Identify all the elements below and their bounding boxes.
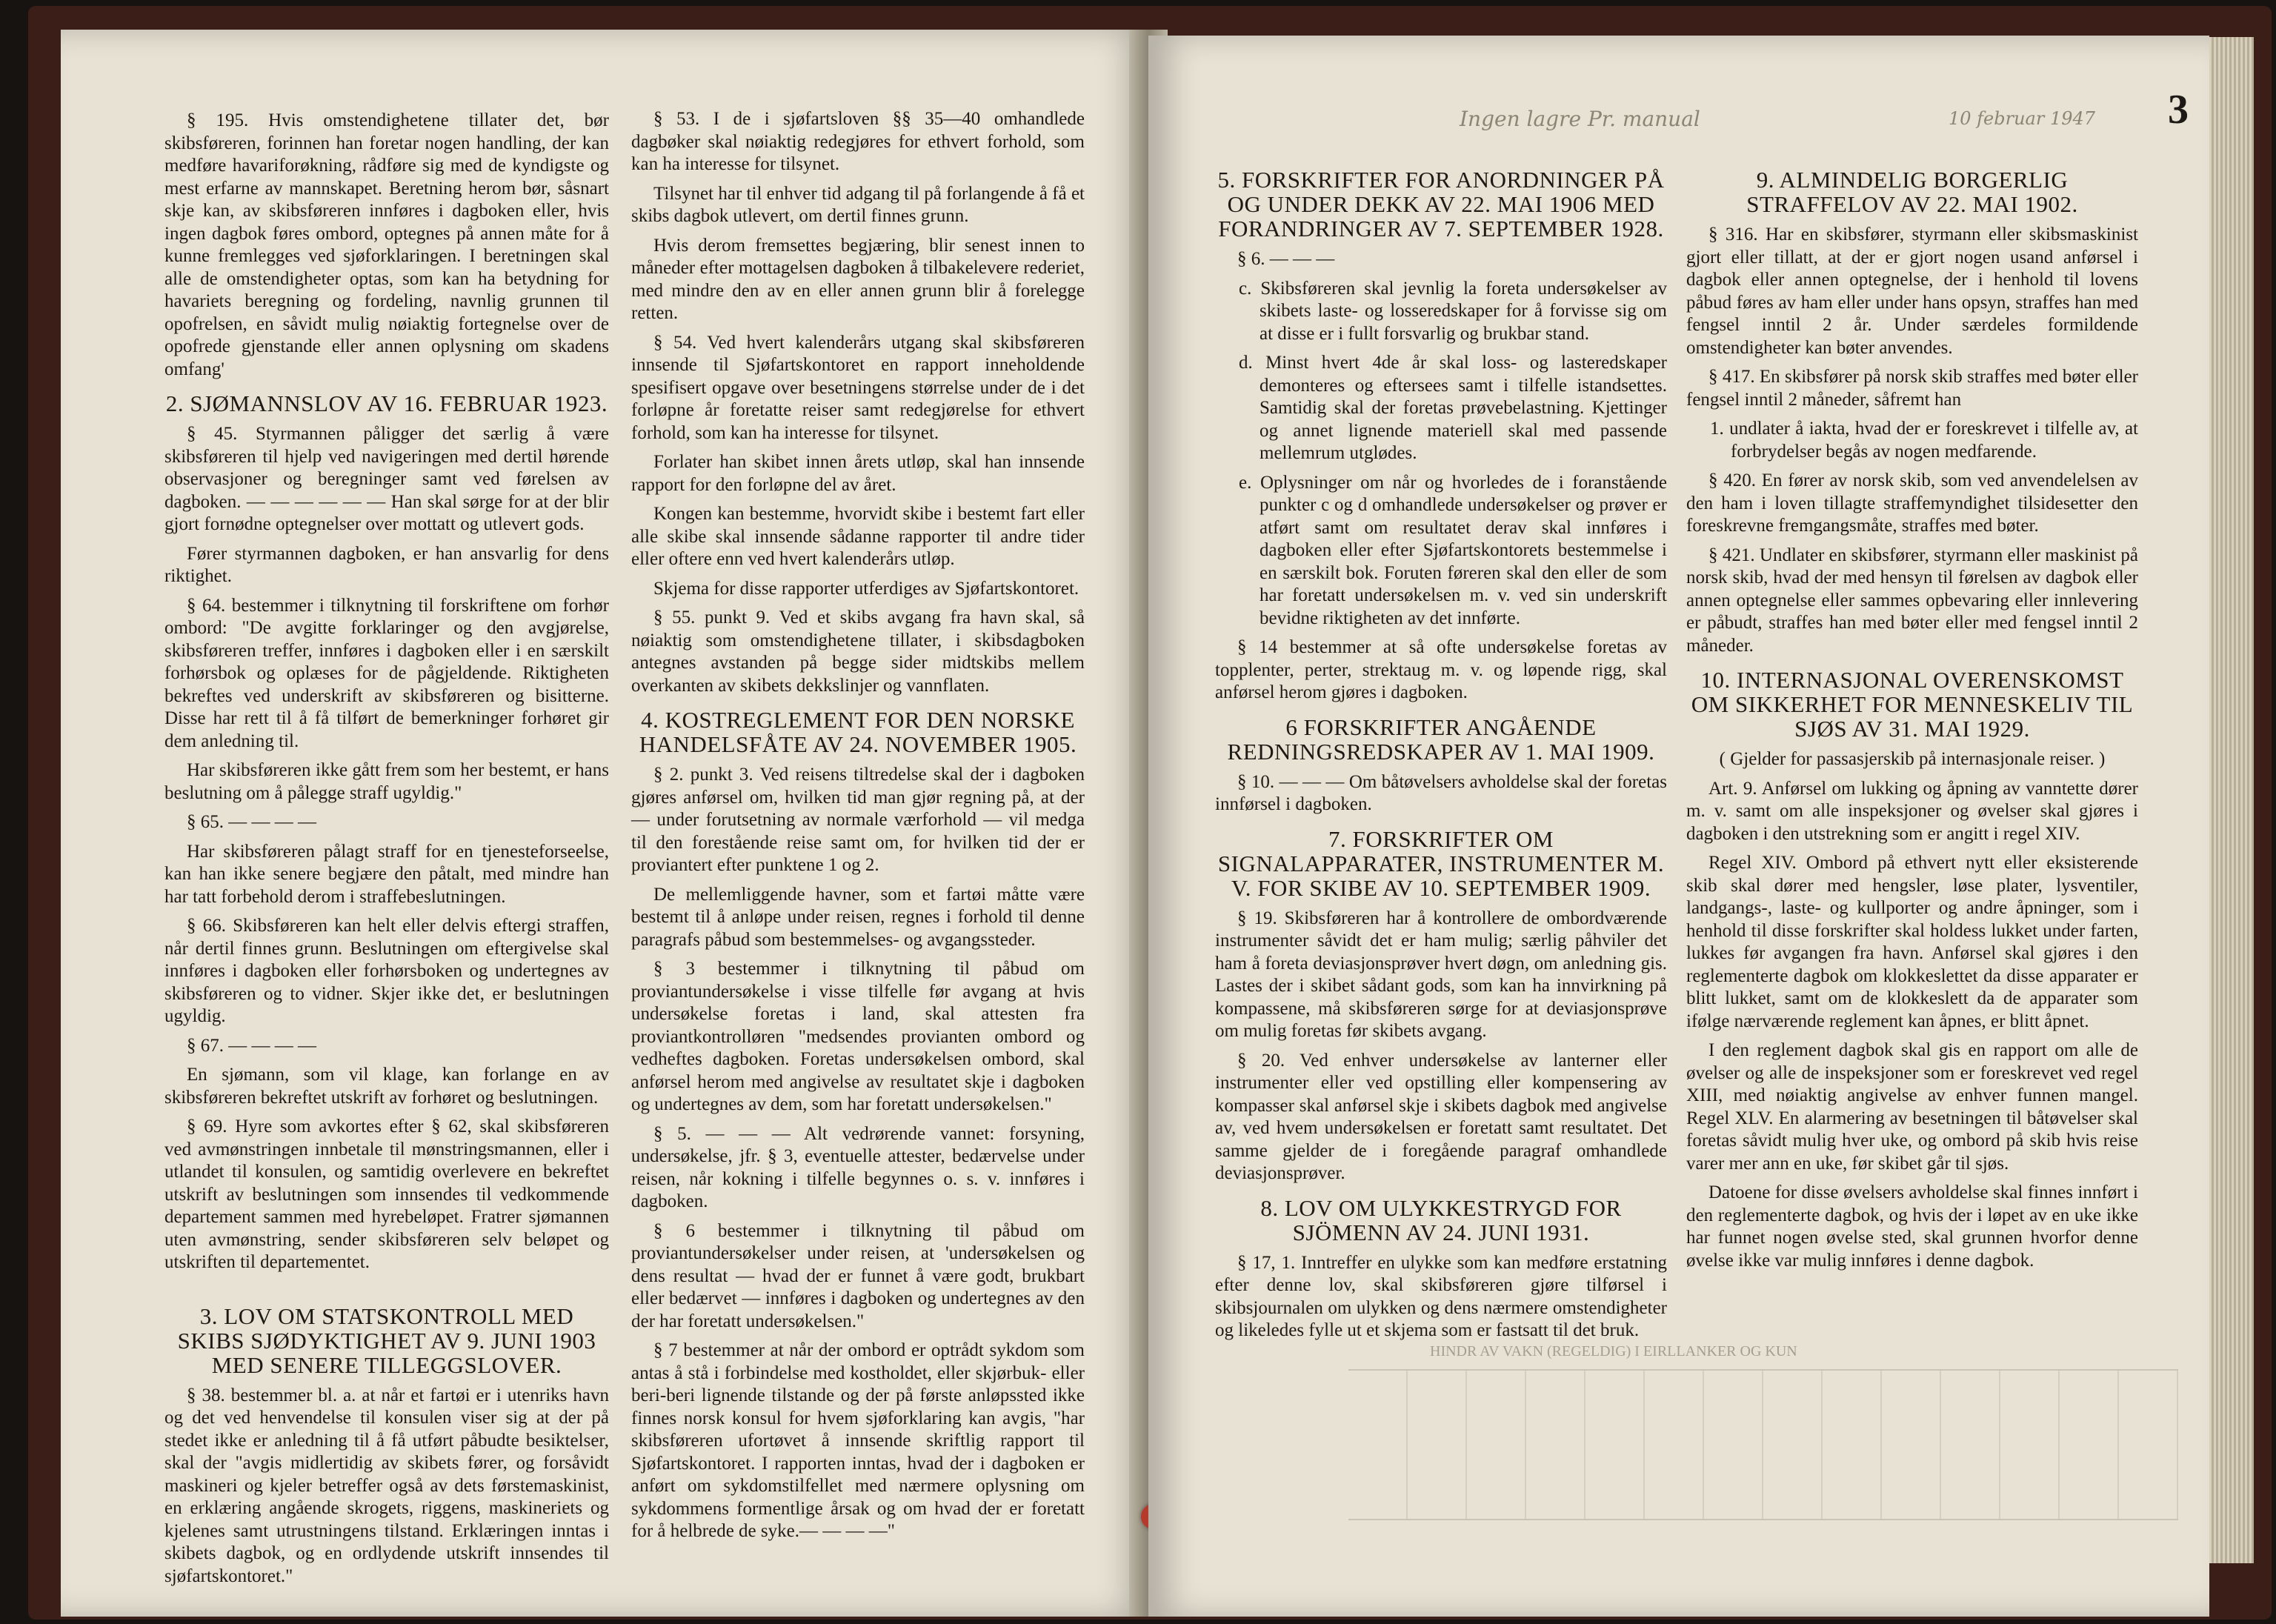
paragraph-65: § 65. — — — — bbox=[187, 812, 316, 832]
paragraph-54d: Skjema for disse rapporter utferdiges av Sjøfartskontoret. bbox=[653, 578, 1079, 599]
heading-kostreglement: 4. KOSTREGLEMENT FOR DEN NORSKE HANDELSFÅTE AV 24. NOVEMBER 1905. bbox=[639, 707, 1077, 757]
paragraph-417: § 417. En skibsfører på norsk skib straffes med bøter eller fengsel inntil 2 måneder, såfremt han bbox=[1686, 367, 2138, 410]
paragraph-art9: Art. 9. Anførsel om lukking og åpning av vanntette dører m. v. samt om alle inspeksjoner og øvelser skal gjøres i dagboken i den utstrekning som er angitt i regel XIV. bbox=[1686, 778, 2138, 844]
paragraph-195: § 195. Hvis omstendighetene tillater det, bør skibsføreren, forinnen han foretar nogen handling, der kan medføre havariforøkning, rådføre sig med de kyndigste og mest erfarne av mannskapet. Beretning herom bør, såsnart skje kan, av skibsføreren innføres i dagboken eller, hvis ingen dagbok føres ombord, optegnes på annen måte for å kunne fremlegges ved sjøforklaringen. I beretningen skal alle de omstendigheter optas, som kan ha betydning for havariets beregning og fordeling, navnlig grunnen til opofrelsen, en såvidt mulig nøiaktig fortegnelse over de opofrede gjenstande eller annen oplysning om skadens omfang' bbox=[164, 110, 609, 379]
left-column-2 bbox=[631, 108, 1085, 1550]
paragraph-64: § 64. bestemmer i tilknytning til forskriftene om forhør ombord: "De avgitte forklaringer og den avgjørelse, skibsføreren treffer, innføres i dagboken eller i en særskilt forhørsbok og oplæses for de pågjeldende. Riktigheten bekreftes ved underskrift av skibsføreren og bisitterne. Disse har rett til å få tilført de bemerkninger forhøret gir dem anledning til. bbox=[164, 595, 609, 751]
heading-anordninger: 5. FORSKRIFTER FOR ANORDNINGER PÅ OG UNDER DEKK AV 22. MAI 1906 MED FORANDRINGER AV 7. SEPTEMBER 1928. bbox=[1217, 167, 1665, 242]
paragraph-65b: Har skibsføreren pålagt straff for en tjenesteforseelse, kan han ikke senere begjære den påtalt, med mindre han har tatt forbehold derom i straffebeslutningen. bbox=[164, 841, 609, 907]
paragraph-19: § 19. Skibsføreren har å kontrollere de ombordværende instrumenter såvidt det er ham mulig; særlig påhviler det ham å foreta deviasjonsprøver hvert døgn, om anledning gis. Lastes der i skibet sådant gods, som kan ha innvirkning på kompassene, må skibsføreren sørge for at deviasjonsprøve om mulig foretas før skibets avgang. bbox=[1215, 908, 1667, 1041]
right-page bbox=[1148, 36, 2209, 1617]
paragraph-5: § 5. — — — Alt vedrørende vannet: forsyning, undersøkelse, jfr. § 3, eventuelle attester, bedærvelse under reisen, når kokning i tilfelle begynnes o. s. v. innføres i dagboken. bbox=[631, 1123, 1085, 1211]
paragraph-20: § 20. Ved enhver undersøkelse av lanterner eller instrumenter eller ved opstilling eller kompensering av kompasser skal anførsel skje i skibets dagbok med angivelse av, ved hvem undersøkelsen er foretatt samt resultatet. Det samme gjelder de i foregående paragraf omhandlede deviasjonsprøver. bbox=[1215, 1050, 1667, 1183]
paragraph-3: § 3 bestemmer i tilknytning til påbud om proviantundersøkelse i visse tilfelle før avgang at hvis undersøkelse foretas i land, skal attesten fra proviantkontrolløren "medsendes provianten ombord og vedheftes dagboken. Foretas undersøkelsen ombord, skal anførsel herom med angivelse av resultatet skje i dagboken og undertegnes av dem, som har foretatt undersøkelsen." bbox=[631, 959, 1085, 1114]
paragraph-53b: Tilsynet har til enhver tid adgang til på forlangende å få et skibs dagbok utlevert, om dertil finnes grunn. bbox=[631, 183, 1085, 226]
paragraph-420: § 420. En fører av norsk skib, som ved anvendelelsen av den ham i loven tillagte straffemyndighet tilsidesetter den foreskrevne fremgangsmåte, straffes med bøter. bbox=[1686, 470, 2138, 536]
note-passasjerskib: ( Gjelder for passasjerskib på internasjonale reiser. ) bbox=[1719, 749, 2106, 769]
paragraph-c: c. Skibsføreren skal jevnlig la foreta undersøkelser av skibets laste- og losseredskaper for å forvisse sig om at disse er i fullt forsvarlig og brukbar stand. bbox=[1239, 278, 1667, 344]
left-page bbox=[61, 30, 1148, 1617]
paragraph-17: § 17, 1. Inntreffer en ulykke som kan medføre erstatning efter denne lov, skal skibsføreren gjøre tilførsel i skibsjournalen om ulykken og dens nærmere omstendigheter og likeledes fylle ut et skjema som er fastsatt til det bruk. bbox=[1215, 1252, 1667, 1340]
handwritten-note: Ingen lagre Pr. manual bbox=[1460, 107, 1700, 131]
paragraph-55: § 55. punkt 9. Ved et skibs avgang fra havn skal, så nøiaktig som omstendighetene tillater, i skibsdagboken antegnes avstanden på begge sider midtskibs mellem overkanten av skibets dekkslinjer og vannflaten. bbox=[631, 608, 1085, 696]
paragraph-45: § 45. Styrmannen påligger det særlig å være skibsføreren til hjelp ved navigeringen med dertil hørende observasjoner og beregninger samt ved førelsen av dagboken. — — — — — — Han skal sørge for at der blir gjort fornødne optegnelser over mottatt og utlevert gods. bbox=[164, 424, 609, 534]
paragraph-69: § 69. Hyre som avkortes efter § 62, skal skibsføreren ved avmønstringen innbetale til mønstringsmannen, eller i utlandet til konsulen, og samtidig overlevere en bekreftet utskrift av beslutningen som innsendes til vedkommende departement sammen med hyrebeløpet. Fratrer sjømannen uten avmønstring, sender skibsføreren selv beløpet og utskriften til departementet. bbox=[164, 1116, 609, 1272]
paragraph-14: § 14 bestemmer at så ofte undersøkelse foretas av topplenter, perter, strektaug m. v. og løpende rigg, skal anførsel herom gjøres i dagboken. bbox=[1215, 637, 1667, 702]
paragraph-53: § 53. I de i sjøfartsloven §§ 35—40 omhandlede dagbøker skal nøiaktig redegjøres for ethvert forhold, som kan ha interesse for tilsynet. bbox=[631, 109, 1085, 174]
paragraph-316: § 316. Har en skibsfører, styrmann eller skibsmaskinist gjort eller tillatt, at der er gjort nogen usand anførsel i dagbok eller annen optegnelse, der i henhold til lovens påbud føres av ham eller under hans opsyn, straffes han med fengsel inntil 2 år. Under særdeles formildende omstendigheter kan bøter anvendes. bbox=[1686, 224, 2138, 358]
page-number: 3 bbox=[2168, 87, 2189, 133]
paragraph-54c: Kongen kan bestemme, hvorvidt skibe i bestemt fart eller alle skibe skal innsende sådanne rapporter til andre tider eller oftere enn ved hvert kalenderårs utløp. bbox=[631, 504, 1085, 569]
paragraph-421: § 421. Undlater en skibsfører, styrmann eller maskinist på norsk skib, hvad der med hensyn til førelsen av dagbok eller annen optegnelse eller sammes opbevaring eller innlevering er påbudt, straffes han med bøter eller med fengsel inntil 2 måneder. bbox=[1686, 545, 2138, 656]
paragraph-53c: Hvis derom fremsettes begjæring, blir senest innen to måneder efter mottagelsen dagboken å tilbakelevere rederiet, med mindre den av en eller annen grunn blir å forelegge retten. bbox=[631, 235, 1085, 323]
paragraph-417-item-1: 1. undlater å iakta, hvad der er foreskrevet i tilfelle av, at forbrydelser begås av nogen medfarende. bbox=[1710, 419, 2138, 462]
heading-statskontroll: 3. LOV OM STATSKONTROLL MED SKIBS SJØDYKTIGHET AV 9. JUNI 1903 MED SENERE TILLEGGSLOVER. bbox=[177, 1302, 596, 1378]
paragraph-d: d. Minst hvert 4de år skal loss- og lasteredskaper demonteres og eftersees samt i tilfelle istandsettes. Samtidig skal der foretas prøvebelastning. Kjettinger og annet lignende materiell skal med passende mellemrum utglødes. bbox=[1239, 353, 1667, 463]
heading-sjomannslov: 2. SJØMANNSLOV AV 16. FEBRUAR 1923. bbox=[165, 390, 608, 416]
heading-redningsredskaper: 6 FORSKRIFTER ANGÅENDE REDNINGSREDSKAPER AV 1. MAI 1909. bbox=[1227, 713, 1655, 765]
paragraph-10: § 10. — — — Om båtøvelsers avholdelse skal der foretas innførsel i dagboken. bbox=[1215, 771, 1667, 814]
bleed-through-header: HINDR AV VAKN (REGELDIG) I EIRLLANKER OG KUN bbox=[1430, 1343, 1797, 1360]
right-column-1 bbox=[1215, 167, 1667, 1349]
heading-ulykkestrygd: 8. LOV OM ULYKKESTRYGD FOR SJÖMENN AV 24. JUNI 1931. bbox=[1260, 1194, 1622, 1245]
paragraph-67b: En sjømann, som vil klage, kan forlange en av skibsføreren bekreftet utskrift av forhøret og beslutningen. bbox=[164, 1065, 609, 1108]
bleed-through-table bbox=[1348, 1369, 2178, 1520]
paragraph-67: § 67. — — — — bbox=[187, 1035, 316, 1056]
paragraph-e: e. Oplysninger om når og hvorledes de i foranstående punkter c og d omhandlede undersøkelser og prøver er atført samt om resultatet derav skal innføres i dagboken eller efter Sjøfartskontorets bestemmelse i en særskilt bok. Foruten føreren skal den eller de som har foretatt undersøkelsen m. v. ved sin underskrift bevidne riktigheten av det innførte. bbox=[1239, 472, 1667, 628]
heading-signalapparater: 7. FORSKRIFTER OM SIGNALAPPARATER, INSTRUMENTER M. V. FOR SKIBE AV 10. SEPTEMBER 1909. bbox=[1217, 825, 1665, 901]
paragraph-regel-xiv: Regel XIV. Ombord på ethvert nytt eller eksisterende skib skal dører med hengsler, løse plater, lysventiler, landgangs-, laste- og kullporter og andre åpninger, som i henhold til disse forskrifter skal holdess lukket under farten, lukkes før avgangen fra havn. Anførsel skal gjøres i den reglementerte dagbok om klokkeslettet da disse apparater er blitt lukket, samt om de klokkeslett da de apparater som ifølge nærværende reglement kan åpnes, er blitt åpnet. bbox=[1686, 853, 2138, 1031]
paragraph-2: § 2. punkt 3. Ved reisens tiltredelse skal der i dagboken gjøres anførsel om, hvilken tid man gjør regning på, at der — under forutsetning av normale værforhold — vil medga til den forestående reise samt om, for hvilken tid der er proviantert efter punktene 1 og 2. bbox=[631, 765, 1085, 875]
paragraph-datoene: Datoene for disse øvelsers avholdelse skal finnes innført i den reglementerte dagbok, og hvis der i løpet av en uke ikke har funnet nogen øvelse sted, skal grunnen hvorfor denne øvelse ikke var mulig innføres i denne dagbok. bbox=[1686, 1182, 2138, 1271]
paragraph-6: § 6 bestemmer i tilknytning til påbud om proviantundersøkelser under reisen, at 'undersøkelsen og dens resultat — hvad der er funnet å være godt, brukbart eller bedærvet — innføres i dagboken og undertegnes av den der har foretatt undersøkelsen." bbox=[631, 1220, 1085, 1331]
paragraph-rapport: I den reglement dagbok skal gis en rapport om alle de øvelser og alle de inspeksjoner som er foreskrevet ved regel XIII, med nøiaktig angivelse av enhver funnen mangel. Regel XLV. En alarmering av besetningen til båtøvelser skal foretas såvidt mulig hver uke, og ombord på skib hvis reise varer mer ann en uke, før skibet går til sjøs. bbox=[1686, 1040, 2138, 1174]
paragraph-r6: § 6. — — — bbox=[1237, 249, 1335, 269]
paragraph-64b: Har skibsføreren ikke gått frem som her bestemt, er hans beslutning om å pålegge straff ugyldig." bbox=[164, 760, 609, 803]
paragraph-2b: De mellemliggende havner, som et fartøi måtte være bestemt til å anløpe under reisen, regnes i forhold til denne paragrafs påbud som bestemmelses- og avgangssteder. bbox=[631, 884, 1085, 950]
right-column-2 bbox=[1686, 167, 2138, 1279]
handwritten-date: 10 februar 1947 bbox=[1949, 108, 2096, 129]
paragraph-7: § 7 bestemmer at når der ombord er optrådt sykdom som antas å stå i forbindelse med kostholdet, eller skjørbuk- eller beri-beri lignende tilstande og der på første anløpssted ikke finnes norsk konsul for hvem sjøforklaring kan avgis, "har skibsføreren ufortøvet å innsende skriftlig rapport til Sjøfartskontoret. I rapporten inntas, hvad der i dagboken er anført om sykdomstilfellet med nærmere oplysning om sykdommens formentlige årsak og om hvad der er foretatt for å helbrede de syke.— — — —" bbox=[631, 1340, 1085, 1541]
heading-overenskomst: 10. INTERNASJONAL OVERENSKOMST OM SIKKERHET FOR MENNESKELIV TIL SJØS AV 31. MAI 1929. bbox=[1691, 667, 2134, 742]
left-column-1 bbox=[164, 110, 609, 1594]
paragraph-54b: Forlater han skibet innen årets utløp, skal han innsende rapport for den forløpne del av året. bbox=[631, 452, 1085, 495]
heading-straffelov: 9. ALMINDELIG BORGERLIG STRAFFELOV AV 22. MAI 1902. bbox=[1746, 167, 2078, 217]
paragraph-54: § 54. Ved hvert kalenderårs utgang skal skibsføreren innsende til Sjøfartskontoret en rapport inneholdende spesifisert opgave over besetningens størrelse under de i det forløpne år foretatte reiser samt redegjørelse for ethvert forhold, som kan ha interesse for tilsynet. bbox=[631, 332, 1085, 443]
paragraph-66: § 66. Skibsføreren kan helt eller delvis eftergi straffen, når dertil finnes grunn. Beslutningen om eftergivelse skal innføres i dagboken eller forhørsboken og undertegnes av skibsføreren og to vidner. Skjer ikke det, er beslutningen ugyldig. bbox=[164, 916, 609, 1026]
paragraph-45b: Fører styrmannen dagboken, er han ansvarlig for dens riktighet. bbox=[164, 543, 609, 586]
paragraph-38: § 38. bestemmer bl. a. at når et fartøi er i utenriks havn og det ved henvendelse til konsulen viser sig at der på stedet ikke er anledning til å få utført påbudte besiktelser, skal der "avgis midlertidig av skibets fører, og forsåvidt maskineri og kjeler betreffer også av dets førstemaskinist, en erklæring angående skrogets, riggens, maskineriets og kjelenes samt utrustningens tilstand. Erklæringen inntas i skibets dagbok, og en ordlydende utskrift innsendes til sjøfartskontoret." bbox=[164, 1385, 609, 1586]
